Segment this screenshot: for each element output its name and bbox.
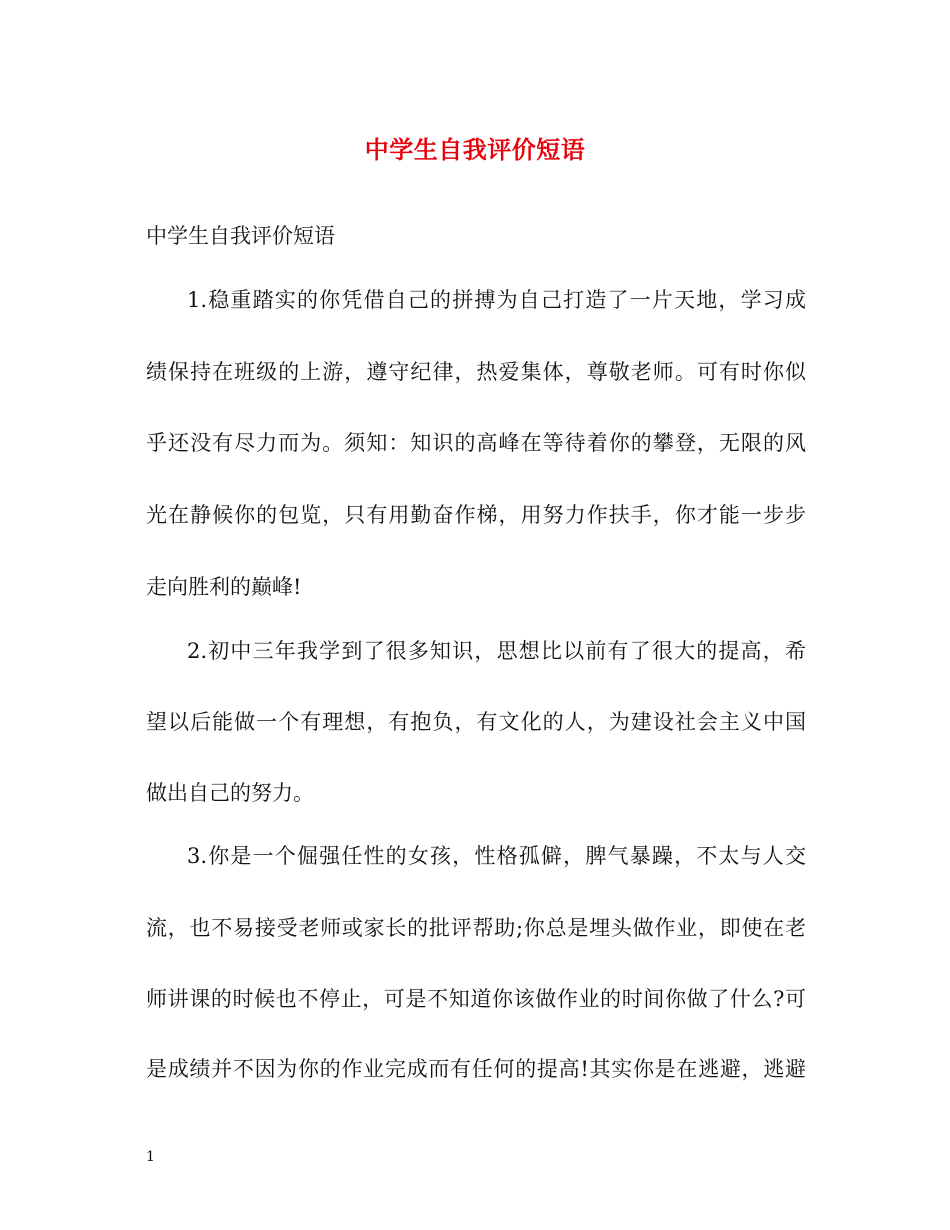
paragraph-2-line-2: 望以后能做一个有理想，有抱负，有文化的人，为建设社会主义中国	[146, 710, 806, 734]
paragraph-2-line-1: 2.初中三年我学到了很多知识，思想比以前有了很大的提高，希	[187, 639, 806, 663]
paragraph-1-line-5: 走向胜利的巅峰!	[146, 575, 302, 599]
paragraph-1-line-1: 1.稳重踏实的你凭借自己的拼搏为自己打造了一片天地，学习成	[187, 288, 806, 312]
paragraph-3-line-4: 是成绩并不因为你的作业完成而有任何的提高!其实你是在逃避，逃避	[146, 1057, 806, 1081]
document-title: 中学生自我评价短语	[364, 135, 586, 164]
page-number: 1	[146, 1149, 155, 1165]
paragraph-1-line-4: 光在静候你的包览，只有用勤奋作梯，用努力作扶手，你才能一步步	[146, 503, 806, 527]
paragraph-1-line-2: 绩保持在班级的上游，遵守纪律，热爱集体，尊敬老师。可有时你似	[146, 360, 806, 384]
paragraph-3-line-3: 师讲课的时候也不停止，可是不知道你该做作业的时间你做了什么?可	[146, 987, 806, 1011]
paragraph-2-line-3: 做出自己的努力。	[146, 781, 314, 805]
paragraph-3-line-2: 流，也不易接受老师或家长的批评帮助;你总是埋头做作业，即使在老	[146, 916, 806, 940]
paragraph-3-line-1: 3.你是一个倔强任性的女孩，性格孤僻，脾气暴躁，不太与人交	[187, 844, 806, 868]
paragraph-1-line-3: 乎还没有尽力而为。须知：知识的高峰在等待着你的攀登，无限的风	[146, 431, 806, 455]
document-subtitle: 中学生自我评价短语	[146, 224, 335, 248]
